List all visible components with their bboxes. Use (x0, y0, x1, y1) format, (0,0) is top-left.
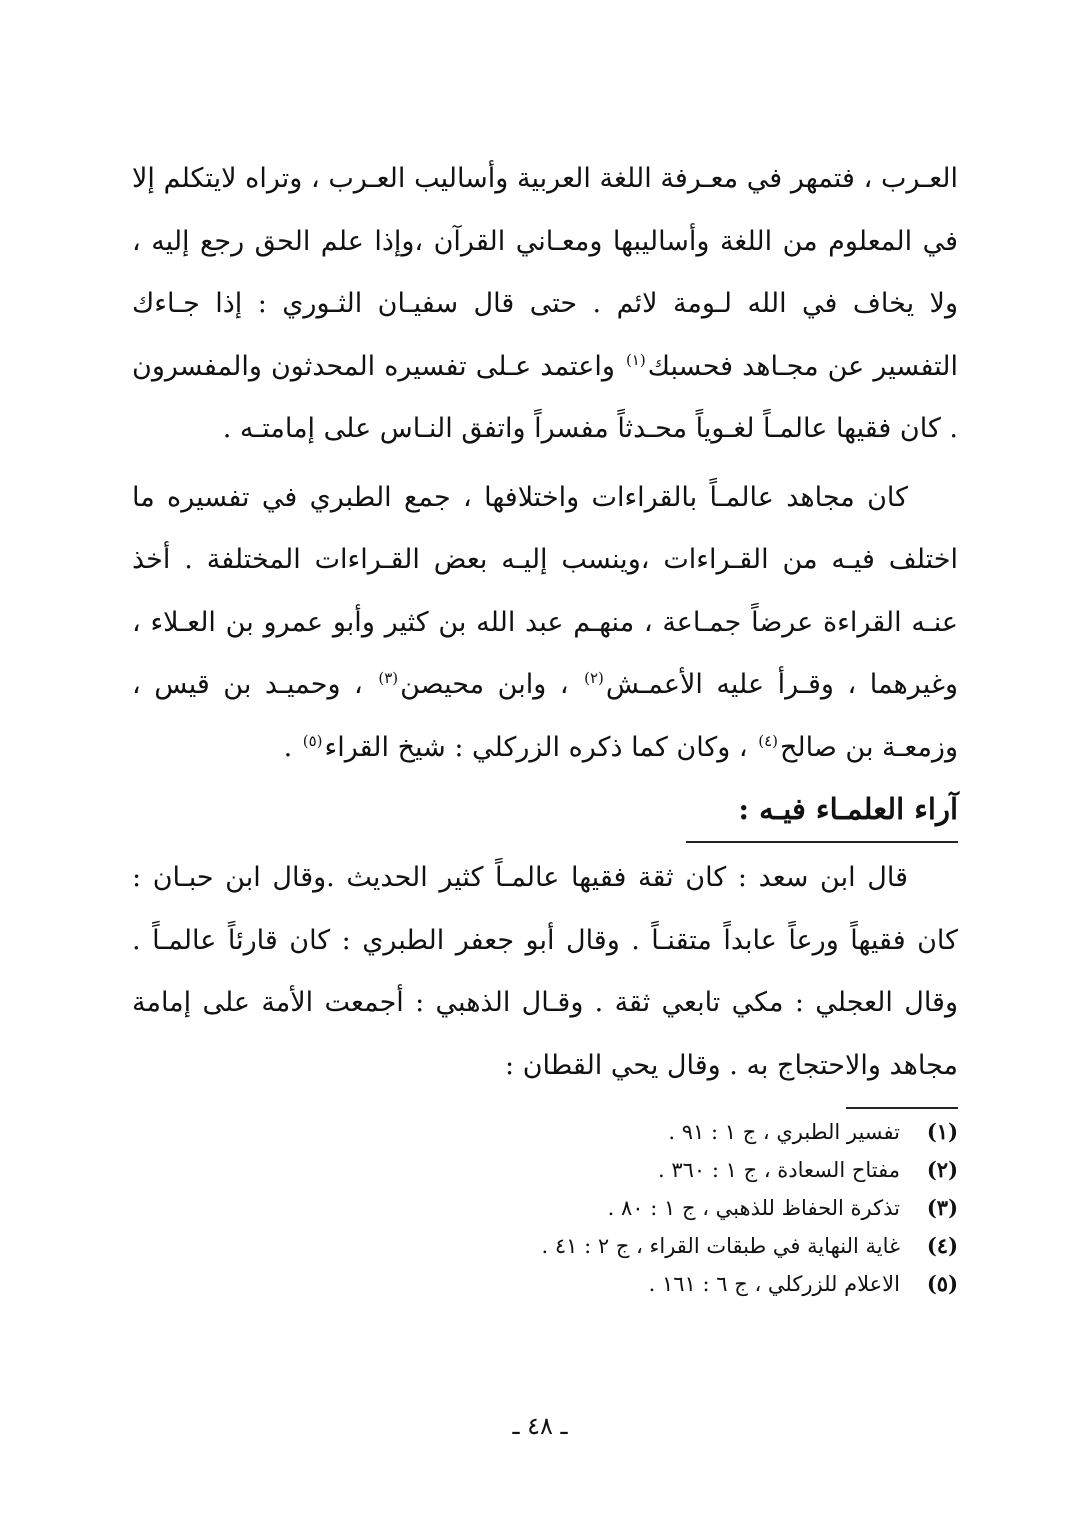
text-segment: . (283, 731, 293, 763)
footnote-ref-4[interactable]: (٤) (758, 731, 778, 750)
paragraph-qiraat (132, 467, 958, 780)
footnote-ref-2[interactable]: (٢) (584, 669, 604, 687)
text-segment: كان مجاهد عالمـاً بالقراءات واختلافها ، جمع الطبري في تفسيره ما اختلف فيـه من القـراءات ،وينسب إليـه بعض القـراءات المختلفة . أخذ عنـه القراءة عرضاً جمـاعة ، منهـم عبد الله بن كثير وأبو عمرو بن العـلاء ، وغيرهما ، وقـرأ عليه الأعمـش (132, 481, 958, 700)
section-heading: آراء العلمـاء فيـه : (738, 792, 958, 826)
footnotes-list (132, 1113, 958, 1303)
footnote-number: (١) (926, 1119, 958, 1144)
footnote-text: الاعلام للزركلي ، ج ٦ : ١٦١ . (648, 1272, 900, 1296)
paragraph-opinions (132, 847, 958, 1097)
footnote-text: مفتاح السعادة ، ج ١ : ٣٦٠ . (658, 1158, 900, 1182)
footnote-ref-3[interactable]: (٣) (378, 669, 399, 687)
section-heading-block (132, 781, 958, 847)
text-segment: ، وابن محيصن (400, 669, 569, 700)
footnote-number: (٥) (926, 1271, 958, 1296)
footnote-item (132, 1113, 958, 1151)
footnote-text: غاية النهاية في طبقات القراء ، ج ٢ : ٤١ . (541, 1234, 900, 1258)
footnote-item (132, 1151, 958, 1189)
text-segment: ، وحميـد بن قيس ، وزمعـة بن صالح (132, 669, 958, 763)
footnote-item (132, 1189, 958, 1227)
footnote-text: تذكرة الحفاظ للذهبي ، ج ١ : ٨٠ . (607, 1196, 900, 1220)
text-segment: واعتمد عـلى تفسيره المحدثون والمفسرون . كان فقيها عالمـاً لغـوياً محـدثاً مفسراً واتفق النـاس على إمامتـه . (132, 350, 958, 444)
text-segment: قال ابن سعد : كان ثقة فقيها عالمـاً كثير الحديث .وقال ابن حبـان : كان فقيهاً ورعاً عابداً متقنـاً . وقال أبو جعفر الطبري : كان قارئاً عالمـاً . وقال العجلي : مكي تابعي ثقة . وقـال الذهبي : أجمعت الأمة على إمامة مجاهد والاحتجاج به . وقال يحي القطان : (132, 862, 958, 1081)
text-segment: العـرب ، فتمهر في معـرفة اللغة العربية وأساليب العـرب ، وتراه لايتكلم إلا في المعلوم من اللغة وأساليبها ومعـاني القرآن ،وإذا علم الحق رجع إليه ، ولا يخاف في الله لـومة لائم . حتى قال سفيـان الثـوري : إذا جـاءك التفسير عن مجـاهد فحسبك (132, 163, 958, 382)
footnote-ref-1[interactable]: (١) (625, 350, 646, 369)
footnote-item (132, 1227, 958, 1265)
footnote-number: (٤) (926, 1233, 958, 1258)
paragraph-intro (132, 148, 958, 461)
heading-underline (686, 841, 958, 843)
page-number: ـ ٤٨ ـ (512, 1412, 568, 1440)
footnote-text: تفسير الطبري ، ج ١ : ٩١ . (668, 1120, 900, 1144)
text-segment: ، وكان كما ذكره الزركلي : شيخ القراء (324, 731, 748, 763)
footnote-ref-5[interactable]: (٥) (302, 731, 323, 750)
footnote-number: (٢) (926, 1157, 958, 1182)
page-body (132, 148, 958, 1303)
footnote-separator (846, 1107, 958, 1109)
footnote-number: (٣) (926, 1195, 958, 1220)
footnote-item (132, 1265, 958, 1303)
